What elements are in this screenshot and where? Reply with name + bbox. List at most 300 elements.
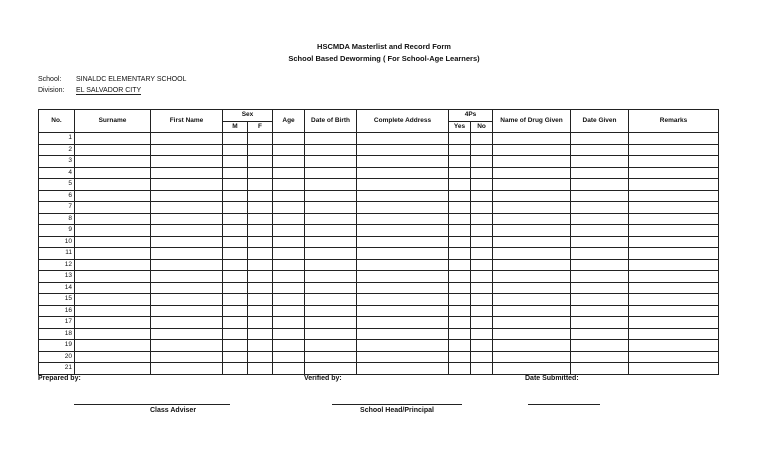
table-cell[interactable] [223, 351, 248, 363]
table-cell[interactable] [493, 259, 571, 271]
table-cell[interactable] [248, 248, 273, 260]
table-cell[interactable] [357, 156, 449, 168]
table-row [39, 328, 719, 340]
table-cell[interactable] [471, 202, 493, 214]
table-cell[interactable] [223, 144, 248, 156]
table-cell[interactable] [471, 236, 493, 248]
table-cell[interactable] [273, 225, 305, 237]
table-cell[interactable] [449, 259, 471, 271]
table-cell[interactable] [629, 225, 719, 237]
table-cell[interactable] [223, 317, 248, 329]
table-cell[interactable] [305, 340, 357, 352]
table-cell[interactable] [151, 236, 223, 248]
table-cell[interactable] [471, 133, 493, 145]
table-cell[interactable] [357, 248, 449, 260]
header-date-given: Date Given [571, 110, 629, 133]
table-cell[interactable] [629, 259, 719, 271]
table-cell[interactable] [357, 294, 449, 306]
table-cell[interactable] [357, 317, 449, 329]
table-cell[interactable] [449, 271, 471, 283]
table-row [39, 236, 719, 248]
table-cell[interactable] [305, 305, 357, 317]
table-cell[interactable] [629, 317, 719, 329]
table-cell[interactable] [357, 271, 449, 283]
table-cell[interactable] [223, 271, 248, 283]
table-cell[interactable] [571, 317, 629, 329]
table-cell[interactable] [493, 202, 571, 214]
table-cell[interactable] [629, 282, 719, 294]
table-cell[interactable] [305, 363, 357, 375]
table-cell[interactable] [273, 317, 305, 329]
table-cell[interactable] [357, 305, 449, 317]
table-cell[interactable] [571, 213, 629, 225]
row-number: 4 [39, 167, 75, 179]
table-cell[interactable] [305, 179, 357, 191]
table-cell[interactable] [273, 156, 305, 168]
table-cell[interactable] [273, 328, 305, 340]
table-cell[interactable] [248, 202, 273, 214]
table-cell[interactable] [273, 190, 305, 202]
table-cell[interactable] [449, 225, 471, 237]
header-4ps-no: No [471, 121, 493, 133]
table-cell[interactable] [151, 202, 223, 214]
table-cell[interactable] [151, 328, 223, 340]
table-cell[interactable] [571, 294, 629, 306]
table-cell[interactable] [248, 294, 273, 306]
table-cell[interactable] [449, 351, 471, 363]
table-cell[interactable] [75, 305, 151, 317]
table-cell[interactable] [471, 340, 493, 352]
table-cell[interactable] [493, 156, 571, 168]
table-cell[interactable] [449, 156, 471, 168]
table-cell[interactable] [151, 294, 223, 306]
table-cell[interactable] [357, 167, 449, 179]
table-cell[interactable] [571, 328, 629, 340]
table-cell[interactable] [571, 271, 629, 283]
table-cell[interactable] [248, 259, 273, 271]
prepared-by-label: Prepared by: [38, 375, 81, 382]
table-cell[interactable] [571, 248, 629, 260]
table-cell[interactable] [357, 144, 449, 156]
table-cell[interactable] [75, 328, 151, 340]
table-row [39, 213, 719, 225]
table-cell[interactable] [357, 213, 449, 225]
table-cell[interactable] [305, 133, 357, 145]
table-cell[interactable] [629, 236, 719, 248]
table-cell[interactable] [493, 225, 571, 237]
table-cell[interactable] [493, 294, 571, 306]
table-cell[interactable] [493, 133, 571, 145]
table-cell[interactable] [223, 236, 248, 248]
table-cell[interactable] [305, 144, 357, 156]
table-cell[interactable] [629, 190, 719, 202]
table-cell[interactable] [273, 271, 305, 283]
table-cell[interactable] [273, 167, 305, 179]
row-number: 3 [39, 156, 75, 168]
table-cell[interactable] [471, 190, 493, 202]
table-row [39, 282, 719, 294]
row-number: 13 [39, 271, 75, 283]
table-cell[interactable] [449, 305, 471, 317]
table-row [39, 190, 719, 202]
table-cell[interactable] [151, 340, 223, 352]
table-cell[interactable] [449, 144, 471, 156]
table-cell[interactable] [493, 328, 571, 340]
table-cell[interactable] [305, 213, 357, 225]
table-cell[interactable] [305, 248, 357, 260]
table-cell[interactable] [75, 351, 151, 363]
table-cell[interactable] [223, 156, 248, 168]
table-cell[interactable] [305, 167, 357, 179]
table-cell[interactable] [151, 282, 223, 294]
table-cell[interactable] [571, 351, 629, 363]
table-cell[interactable] [223, 248, 248, 260]
table-cell[interactable] [75, 282, 151, 294]
table-cell[interactable] [151, 213, 223, 225]
row-number: 11 [39, 248, 75, 260]
table-cell[interactable] [493, 236, 571, 248]
table-cell[interactable] [151, 144, 223, 156]
table-cell[interactable] [75, 236, 151, 248]
table-cell[interactable] [449, 340, 471, 352]
table-cell[interactable] [248, 133, 273, 145]
table-cell[interactable] [571, 340, 629, 352]
table-cell[interactable] [629, 294, 719, 306]
table-cell[interactable] [305, 351, 357, 363]
table-cell[interactable] [629, 156, 719, 168]
row-number: 5 [39, 179, 75, 191]
table-cell[interactable] [471, 213, 493, 225]
table-cell[interactable] [248, 328, 273, 340]
table-cell[interactable] [449, 202, 471, 214]
table-cell[interactable] [571, 179, 629, 191]
table-cell[interactable] [273, 294, 305, 306]
table-cell[interactable] [248, 167, 273, 179]
table-cell[interactable] [629, 328, 719, 340]
table-cell[interactable] [449, 282, 471, 294]
header-first-name: First Name [151, 110, 223, 133]
table-cell[interactable] [449, 317, 471, 329]
table-cell[interactable] [471, 282, 493, 294]
table-cell[interactable] [449, 167, 471, 179]
table-cell[interactable] [75, 133, 151, 145]
table-cell[interactable] [493, 271, 571, 283]
table-cell[interactable] [305, 202, 357, 214]
table-cell[interactable] [305, 156, 357, 168]
table-cell[interactable] [493, 213, 571, 225]
row-number: 7 [39, 202, 75, 214]
table-cell[interactable] [75, 340, 151, 352]
table-cell[interactable] [493, 167, 571, 179]
table-cell[interactable] [151, 305, 223, 317]
table-cell[interactable] [151, 317, 223, 329]
table-cell[interactable] [357, 190, 449, 202]
table-row [39, 340, 719, 352]
class-adviser-signature-line [74, 404, 230, 405]
table-cell[interactable] [223, 133, 248, 145]
table-cell[interactable] [248, 271, 273, 283]
table-cell[interactable] [75, 179, 151, 191]
table-cell[interactable] [629, 133, 719, 145]
table-cell[interactable] [357, 202, 449, 214]
table-cell[interactable] [449, 363, 471, 375]
table-cell[interactable] [449, 294, 471, 306]
table-row [39, 271, 719, 283]
table-cell[interactable] [75, 213, 151, 225]
table-row [39, 363, 719, 375]
table-cell[interactable] [151, 225, 223, 237]
table-cell[interactable] [223, 202, 248, 214]
table-cell[interactable] [248, 351, 273, 363]
table-cell[interactable] [273, 202, 305, 214]
table-cell[interactable] [305, 236, 357, 248]
table-cell[interactable] [629, 305, 719, 317]
table-cell[interactable] [449, 248, 471, 260]
table-cell[interactable] [571, 282, 629, 294]
table-cell[interactable] [75, 144, 151, 156]
table-cell[interactable] [571, 190, 629, 202]
table-cell[interactable] [571, 202, 629, 214]
table-cell[interactable] [151, 156, 223, 168]
table-cell[interactable] [471, 328, 493, 340]
table-cell[interactable] [248, 213, 273, 225]
table-cell[interactable] [273, 179, 305, 191]
table-cell[interactable] [493, 363, 571, 375]
table-cell[interactable] [223, 213, 248, 225]
table-cell[interactable] [273, 248, 305, 260]
table-cell[interactable] [223, 179, 248, 191]
table-cell[interactable] [305, 328, 357, 340]
table-cell[interactable] [273, 144, 305, 156]
table-cell[interactable] [151, 133, 223, 145]
table-cell[interactable] [471, 317, 493, 329]
table-cell[interactable] [493, 248, 571, 260]
table-cell[interactable] [75, 156, 151, 168]
row-number: 9 [39, 225, 75, 237]
division-label: Division: [38, 87, 65, 94]
table-cell[interactable] [471, 351, 493, 363]
table-row [39, 317, 719, 329]
table-cell[interactable] [273, 236, 305, 248]
table-cell[interactable] [449, 328, 471, 340]
row-number: 16 [39, 305, 75, 317]
table-cell[interactable] [629, 363, 719, 375]
table-cell[interactable] [449, 133, 471, 145]
table-cell[interactable] [248, 190, 273, 202]
table-cell[interactable] [273, 351, 305, 363]
table-row [39, 225, 719, 237]
table-cell[interactable] [151, 271, 223, 283]
table-cell[interactable] [493, 282, 571, 294]
table-cell[interactable] [493, 317, 571, 329]
table-cell[interactable] [75, 294, 151, 306]
table-cell[interactable] [273, 363, 305, 375]
row-number: 17 [39, 317, 75, 329]
table-cell[interactable] [357, 282, 449, 294]
table-cell[interactable] [75, 259, 151, 271]
table-cell[interactable] [75, 202, 151, 214]
table-cell[interactable] [571, 133, 629, 145]
table-cell[interactable] [223, 363, 248, 375]
table-cell[interactable] [223, 282, 248, 294]
table-cell[interactable] [471, 363, 493, 375]
table-cell[interactable] [471, 248, 493, 260]
table-cell[interactable] [493, 305, 571, 317]
table-cell[interactable] [75, 225, 151, 237]
header-dob: Date of Birth [305, 110, 357, 133]
table-cell[interactable] [75, 271, 151, 283]
table-cell[interactable] [629, 144, 719, 156]
table-cell[interactable] [273, 305, 305, 317]
table-cell[interactable] [493, 340, 571, 352]
table-cell[interactable] [571, 236, 629, 248]
row-number: 12 [39, 259, 75, 271]
table-cell[interactable] [151, 259, 223, 271]
table-cell[interactable] [248, 340, 273, 352]
row-number: 2 [39, 144, 75, 156]
table-cell[interactable] [571, 363, 629, 375]
row-number: 6 [39, 190, 75, 202]
table-cell[interactable] [471, 167, 493, 179]
table-cell[interactable] [493, 351, 571, 363]
table-cell[interactable] [629, 213, 719, 225]
table-cell[interactable] [629, 248, 719, 260]
division-value: EL SALVADOR CITY [75, 87, 142, 94]
table-cell[interactable] [357, 225, 449, 237]
table-cell[interactable] [449, 213, 471, 225]
table-cell[interactable] [629, 167, 719, 179]
table-cell[interactable] [248, 282, 273, 294]
table-cell[interactable] [571, 259, 629, 271]
table-cell[interactable] [629, 351, 719, 363]
table-cell[interactable] [571, 156, 629, 168]
header-address: Complete Address [357, 110, 449, 133]
table-cell[interactable] [223, 340, 248, 352]
row-number: 10 [39, 236, 75, 248]
table-cell[interactable] [151, 248, 223, 260]
table-cell[interactable] [305, 294, 357, 306]
table-cell[interactable] [629, 202, 719, 214]
table-cell[interactable] [305, 225, 357, 237]
table-cell[interactable] [151, 363, 223, 375]
school-label: School: [38, 76, 62, 83]
table-cell[interactable] [471, 294, 493, 306]
row-number: 18 [39, 328, 75, 340]
table-cell[interactable] [629, 271, 719, 283]
table-cell[interactable] [248, 179, 273, 191]
table-cell[interactable] [75, 317, 151, 329]
header-age: Age [273, 110, 305, 133]
table-cell[interactable] [305, 317, 357, 329]
table-cell[interactable] [571, 225, 629, 237]
table-cell[interactable] [151, 179, 223, 191]
table-cell[interactable] [305, 271, 357, 283]
form-subtitle: School Based Deworming ( For School-Age Learners) [288, 54, 480, 63]
table-cell[interactable] [305, 259, 357, 271]
table-cell[interactable] [449, 190, 471, 202]
table-cell[interactable] [273, 282, 305, 294]
table-cell[interactable] [471, 156, 493, 168]
table-cell[interactable] [571, 305, 629, 317]
table-cell[interactable] [223, 294, 248, 306]
table-cell[interactable] [248, 363, 273, 375]
table-cell[interactable] [357, 133, 449, 145]
header-drug: Name of Drug Given [493, 110, 571, 133]
table-cell[interactable] [273, 133, 305, 145]
table-cell[interactable] [493, 190, 571, 202]
table-cell[interactable] [223, 167, 248, 179]
table-row [39, 259, 719, 271]
table-cell[interactable] [248, 305, 273, 317]
table-cell[interactable] [449, 236, 471, 248]
table-cell[interactable] [75, 190, 151, 202]
table-cell[interactable] [493, 179, 571, 191]
table-cell[interactable] [223, 190, 248, 202]
table-cell[interactable] [357, 328, 449, 340]
table-cell[interactable] [629, 179, 719, 191]
table-cell[interactable] [357, 351, 449, 363]
table-cell[interactable] [357, 340, 449, 352]
table-row [39, 248, 719, 260]
table-cell[interactable] [223, 225, 248, 237]
table-cell[interactable] [248, 144, 273, 156]
table-cell[interactable] [248, 236, 273, 248]
table-cell[interactable] [248, 225, 273, 237]
table-cell[interactable] [471, 144, 493, 156]
table-cell[interactable] [273, 340, 305, 352]
table-cell[interactable] [151, 190, 223, 202]
table-cell[interactable] [471, 259, 493, 271]
table-cell[interactable] [571, 144, 629, 156]
row-number: 15 [39, 294, 75, 306]
table-cell[interactable] [151, 351, 223, 363]
table-cell[interactable] [75, 363, 151, 375]
date-submitted-line [528, 404, 600, 405]
table-cell[interactable] [629, 340, 719, 352]
table-row [39, 294, 719, 306]
table-cell[interactable] [471, 225, 493, 237]
table-cell[interactable] [357, 179, 449, 191]
table-cell[interactable] [75, 167, 151, 179]
table-cell[interactable] [493, 144, 571, 156]
table-cell[interactable] [449, 179, 471, 191]
table-cell[interactable] [357, 259, 449, 271]
table-cell[interactable] [471, 305, 493, 317]
row-number: 21 [39, 363, 75, 375]
table-cell[interactable] [151, 167, 223, 179]
division-info [38, 87, 141, 94]
table-cell[interactable] [273, 213, 305, 225]
table-cell[interactable] [248, 156, 273, 168]
table-cell[interactable] [248, 317, 273, 329]
table-cell[interactable] [223, 305, 248, 317]
table-cell[interactable] [223, 259, 248, 271]
table-row [39, 133, 719, 145]
table-cell[interactable] [75, 248, 151, 260]
date-submitted-label: Date Submitted: [525, 375, 579, 382]
table-cell[interactable] [305, 190, 357, 202]
table-cell[interactable] [571, 167, 629, 179]
table-cell[interactable] [357, 363, 449, 375]
table-cell[interactable] [273, 259, 305, 271]
form-title: HSCMDA Masterlist and Record Form [317, 42, 451, 51]
table-cell[interactable] [471, 179, 493, 191]
header-remarks: Remarks [629, 110, 719, 133]
table-cell[interactable] [305, 282, 357, 294]
table-cell[interactable] [223, 328, 248, 340]
table-cell[interactable] [357, 236, 449, 248]
table-cell[interactable] [471, 271, 493, 283]
